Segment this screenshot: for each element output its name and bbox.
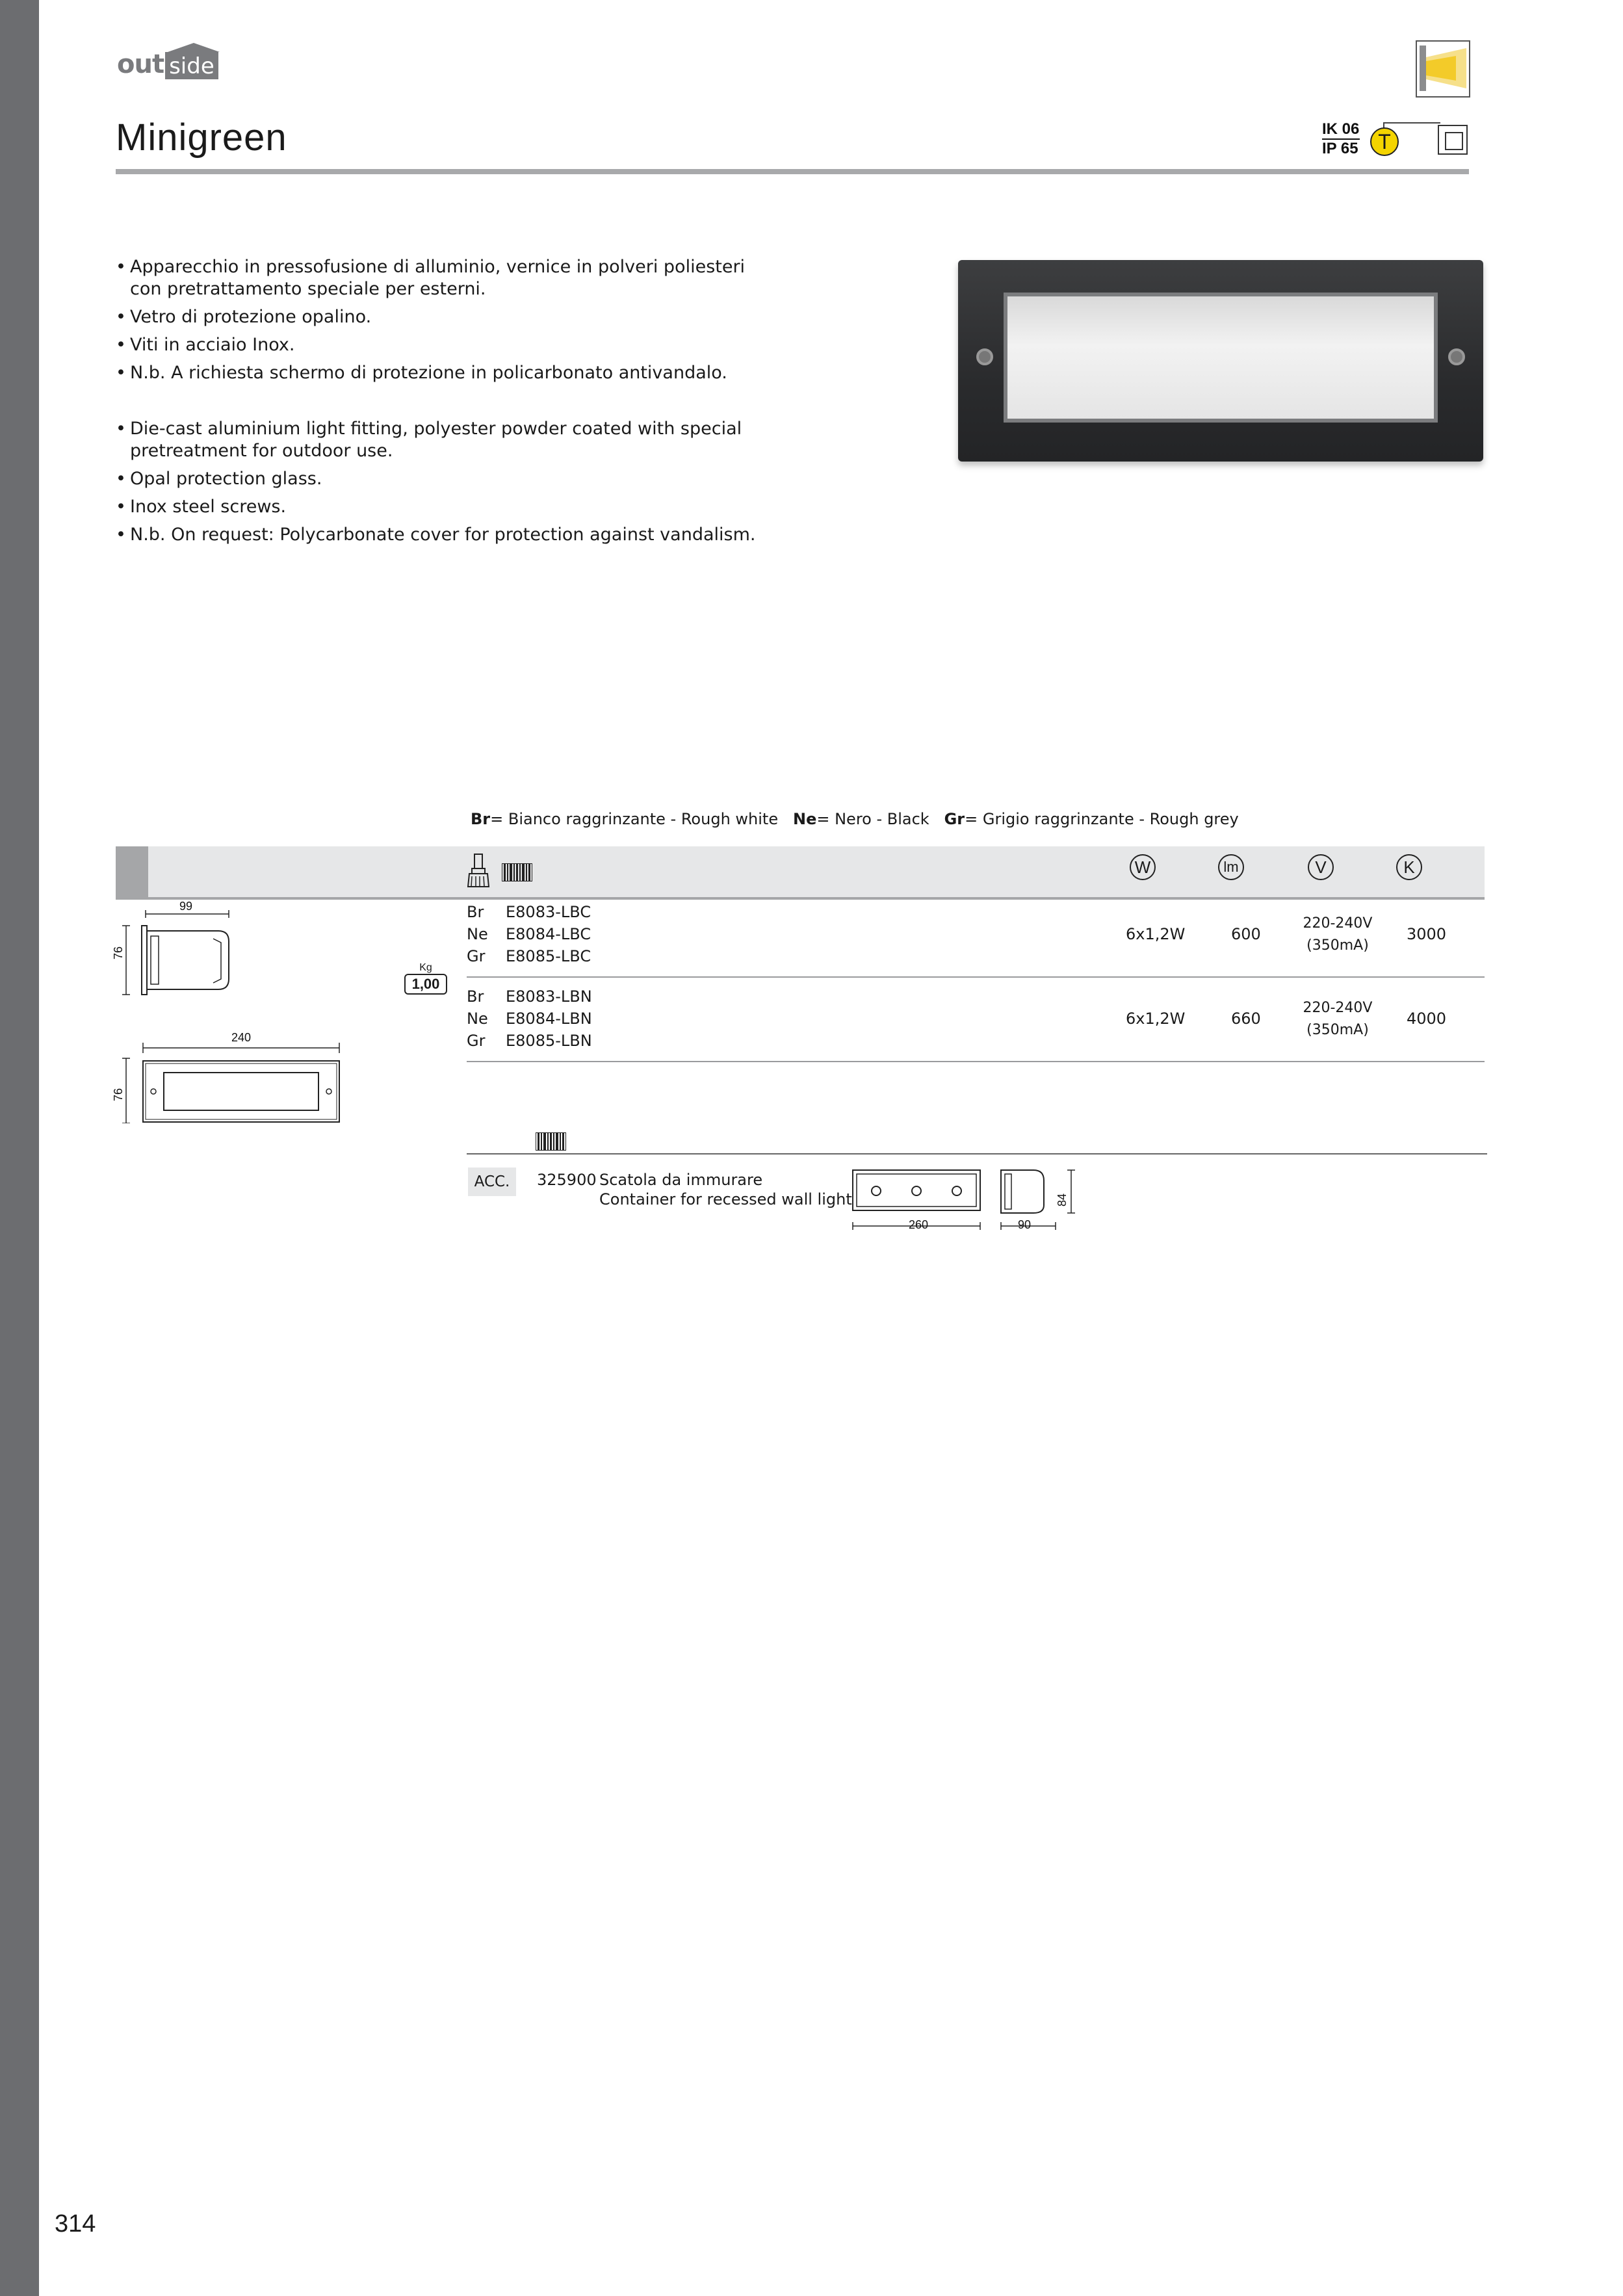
accessory-side-drawing [994,1168,1085,1235]
product-code: E8084-LBC [506,925,591,943]
product-photo [958,260,1483,462]
accessory-label: ACC. [468,1168,516,1196]
side-view-drawing [117,902,247,1002]
brand-logo [117,40,218,79]
dim-front-width: 240 [231,1031,252,1044]
description-it [116,256,766,390]
accessory-barcode-icon [536,1132,566,1151]
finish-code: Gr [467,947,486,965]
desc-it-item: • N.b. A richiesta schermo di protezione in policarbonato antivandalo. [116,362,766,384]
temperature-t-icon: T [1370,127,1399,156]
page-title: Minigreen [116,116,287,159]
voltage-value [1292,913,1383,957]
dim-accessory-height: 84 [1056,1193,1069,1207]
power-value: 6x1,2W [1126,925,1186,943]
dim-accessory-depth: 90 [1018,1218,1032,1231]
wall-light-icon [1416,40,1470,98]
weight-value: 1,00 [404,974,447,995]
product-code: E8085-LBC [506,947,591,965]
desc-it-item: • Viti in acciaio Inox. [116,334,766,356]
desc-en-item: • Die-cast aluminium light fitting, polyester powder coated with special pretreatment for outdoor use. [116,418,766,462]
side-bar [0,0,39,2296]
table-header-rule [116,897,1485,900]
watt-icon: W [1130,854,1156,880]
weight-badge [404,962,447,995]
voltage: 220-240V [1303,1000,1373,1016]
product-code: E8083-LBC [506,903,591,921]
dim-side-height: 76 [112,946,125,959]
product-code: E8085-LBN [506,1032,592,1050]
title-rule [116,169,1469,174]
accessory-name-it: Scatola da immurare [599,1171,763,1189]
accessory-name-en: Container for recessed wall light [599,1190,852,1208]
row-finish-list [467,901,488,967]
kelvin-value: 4000 [1407,1010,1447,1028]
finish-brush-icon [467,853,490,892]
description-en [116,418,766,552]
brand-out: out [117,49,164,79]
legend-ne-text: = Nero - Black [816,810,929,828]
lumen-icon: lm [1218,854,1244,880]
barcode-icon [502,863,532,881]
table-header-marker [116,846,148,898]
ik-rating: IK 06 [1322,120,1360,138]
finish-code: Br [467,903,484,921]
screw-icon [976,348,993,365]
finish-code: Ne [467,925,488,943]
power-value: 6x1,2W [1126,1010,1186,1028]
desc-en-item: • N.b. On request: Polycarbonate cover for protection against vandalism. [116,524,766,546]
legend-gr-code: Gr [944,810,965,828]
legend-ne-code: Ne [792,810,817,828]
legend-br-text: = Bianco raggrinzante - Rough white [490,810,779,828]
dim-front-height: 76 [112,1088,125,1101]
voltage: 220-240V [1303,915,1373,932]
desc-en-item: • Inox steel screws. [116,496,766,518]
current: (350mA) [1306,1022,1369,1038]
product-code: E8083-LBN [506,987,592,1006]
current: (350mA) [1306,937,1369,954]
legend-br-code: Br [471,810,491,828]
table-header-band [116,846,1485,898]
accessory-code: 325900 [537,1171,597,1189]
row-divider [467,976,1485,978]
finish-code: Gr [467,1032,486,1050]
finish-code: Br [467,987,484,1006]
volt-icon: V [1308,854,1334,880]
ip-rating: IP 65 [1322,140,1358,157]
kelvin-value: 3000 [1407,925,1447,943]
dim-accessory-width: 260 [909,1218,929,1231]
t-icon-line [1384,122,1440,124]
desc-it-item: • Vetro di protezione opalino. [116,306,766,328]
voltage-value [1292,997,1383,1041]
page-number: 314 [55,2210,96,2237]
opal-glass [1004,293,1438,423]
dim-side-width: 99 [179,900,193,913]
kelvin-icon: K [1396,854,1422,880]
brand-side: side [165,52,218,79]
front-view-drawing [117,1032,351,1126]
row-code-list [506,985,592,1052]
weight-unit: Kg [419,962,432,973]
finish-code: Ne [467,1010,488,1028]
row-code-list [506,901,591,967]
desc-en-item: • Opal protection glass. [116,468,766,490]
lumen-value: 600 [1231,925,1261,943]
class-ii-icon [1438,125,1468,155]
lumen-value: 660 [1231,1010,1261,1028]
legend-gr-text: = Grigio raggrinzante - Rough grey [965,810,1239,828]
screw-icon [1448,348,1465,365]
product-code: E8084-LBN [506,1010,592,1028]
accessory-rule [467,1153,1487,1155]
desc-it-item: • Apparecchio in pressofusione di alluminio, vernice in polveri poliesteri con pretrattamento speciale per esterni. [116,256,766,300]
row-finish-list [467,985,488,1052]
protection-rating [1322,121,1360,157]
row-divider [467,1061,1485,1062]
finish-legend [471,810,1239,828]
